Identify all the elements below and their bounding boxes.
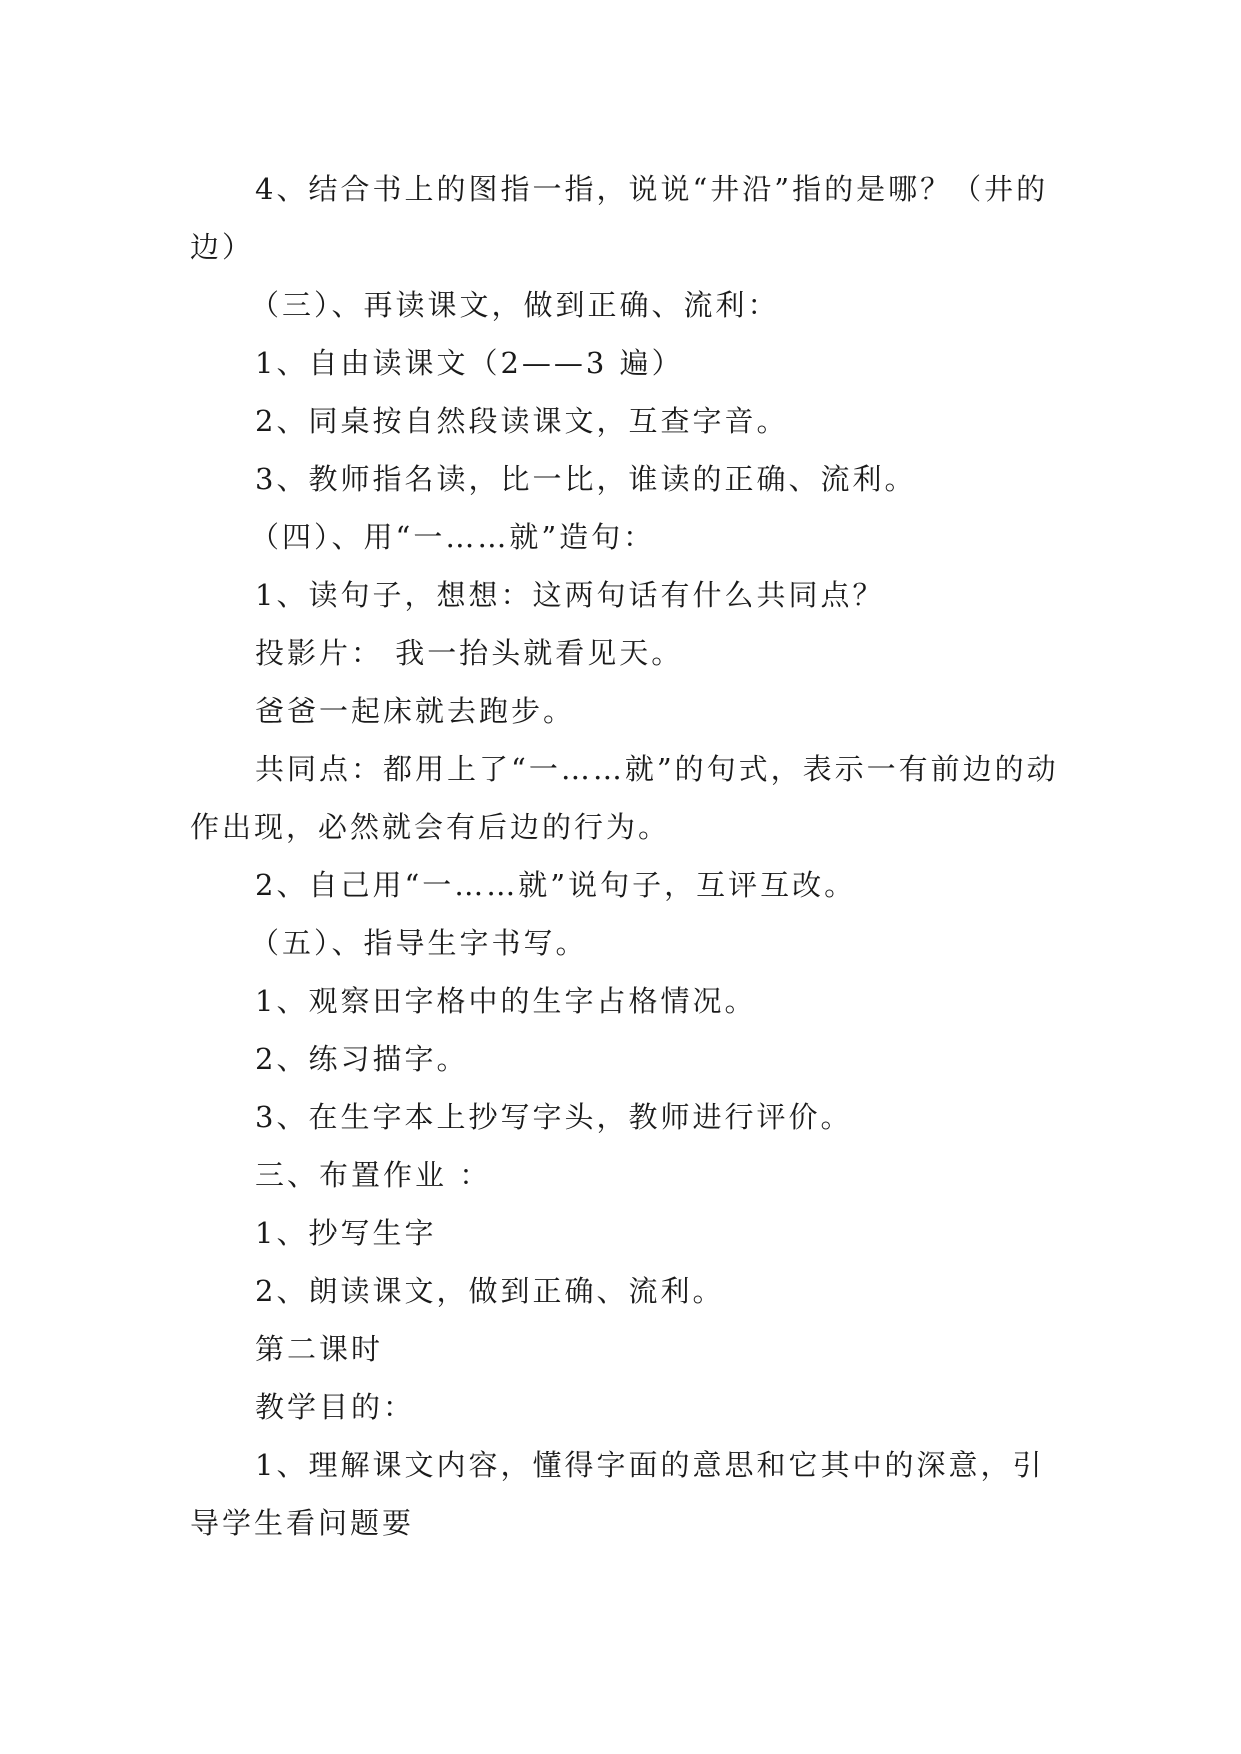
list-item: 2、朗读课文，做到正确、流利。	[255, 1274, 725, 1308]
paragraph-step-4: 4、结合书上的图指一指，说说“井沿”指的是哪？（井的边）	[190, 172, 1049, 264]
lesson-heading: 第二课时	[255, 1332, 384, 1366]
section-heading-5: （五）、指导生字书写。	[250, 926, 588, 960]
document-body	[190, 160, 1060, 1552]
paragraph-common-point: 共同点：都用上了“一……就”的句式，表示一有前边的动作出现，必然就会有后边的行为。	[190, 752, 1059, 844]
list-item: 1、观察田字格中的生字占格情况。	[255, 984, 757, 1018]
list-item: 2、同桌按自然段读课文，互查字音。	[255, 404, 789, 438]
list-item: 3、在生字本上抄写字头，教师进行评价。	[255, 1100, 853, 1134]
section-heading-4: （四）、用“一……就”造句：	[250, 520, 656, 554]
list-item: 2、练习描字。	[255, 1042, 469, 1076]
example-sentence: 投影片： 我一抬头就看见天。	[255, 636, 684, 670]
example-sentence: 爸爸一起床就去跑步。	[255, 694, 576, 728]
list-item: 2、自己用“一……就”说句子，互评互改。	[255, 868, 857, 902]
list-item: 1、抄写生字	[255, 1216, 437, 1250]
paragraph-objective-1: 1、理解课文内容，懂得字面的意思和它其中的深意，引导学生看问题要	[190, 1448, 1045, 1540]
section-heading-3: （三）、再读课文，做到正确、流利：	[250, 288, 780, 322]
list-item: 1、读句子，想想：这两句话有什么共同点？	[255, 578, 885, 612]
list-item: 1、自由读课文（2——3 遍）	[255, 346, 684, 380]
homework-heading: 三、布置作业 ：	[255, 1158, 492, 1192]
list-item: 3、教师指名读，比一比，谁读的正确、流利。	[255, 462, 917, 496]
objectives-heading: 教学目的：	[255, 1390, 416, 1424]
